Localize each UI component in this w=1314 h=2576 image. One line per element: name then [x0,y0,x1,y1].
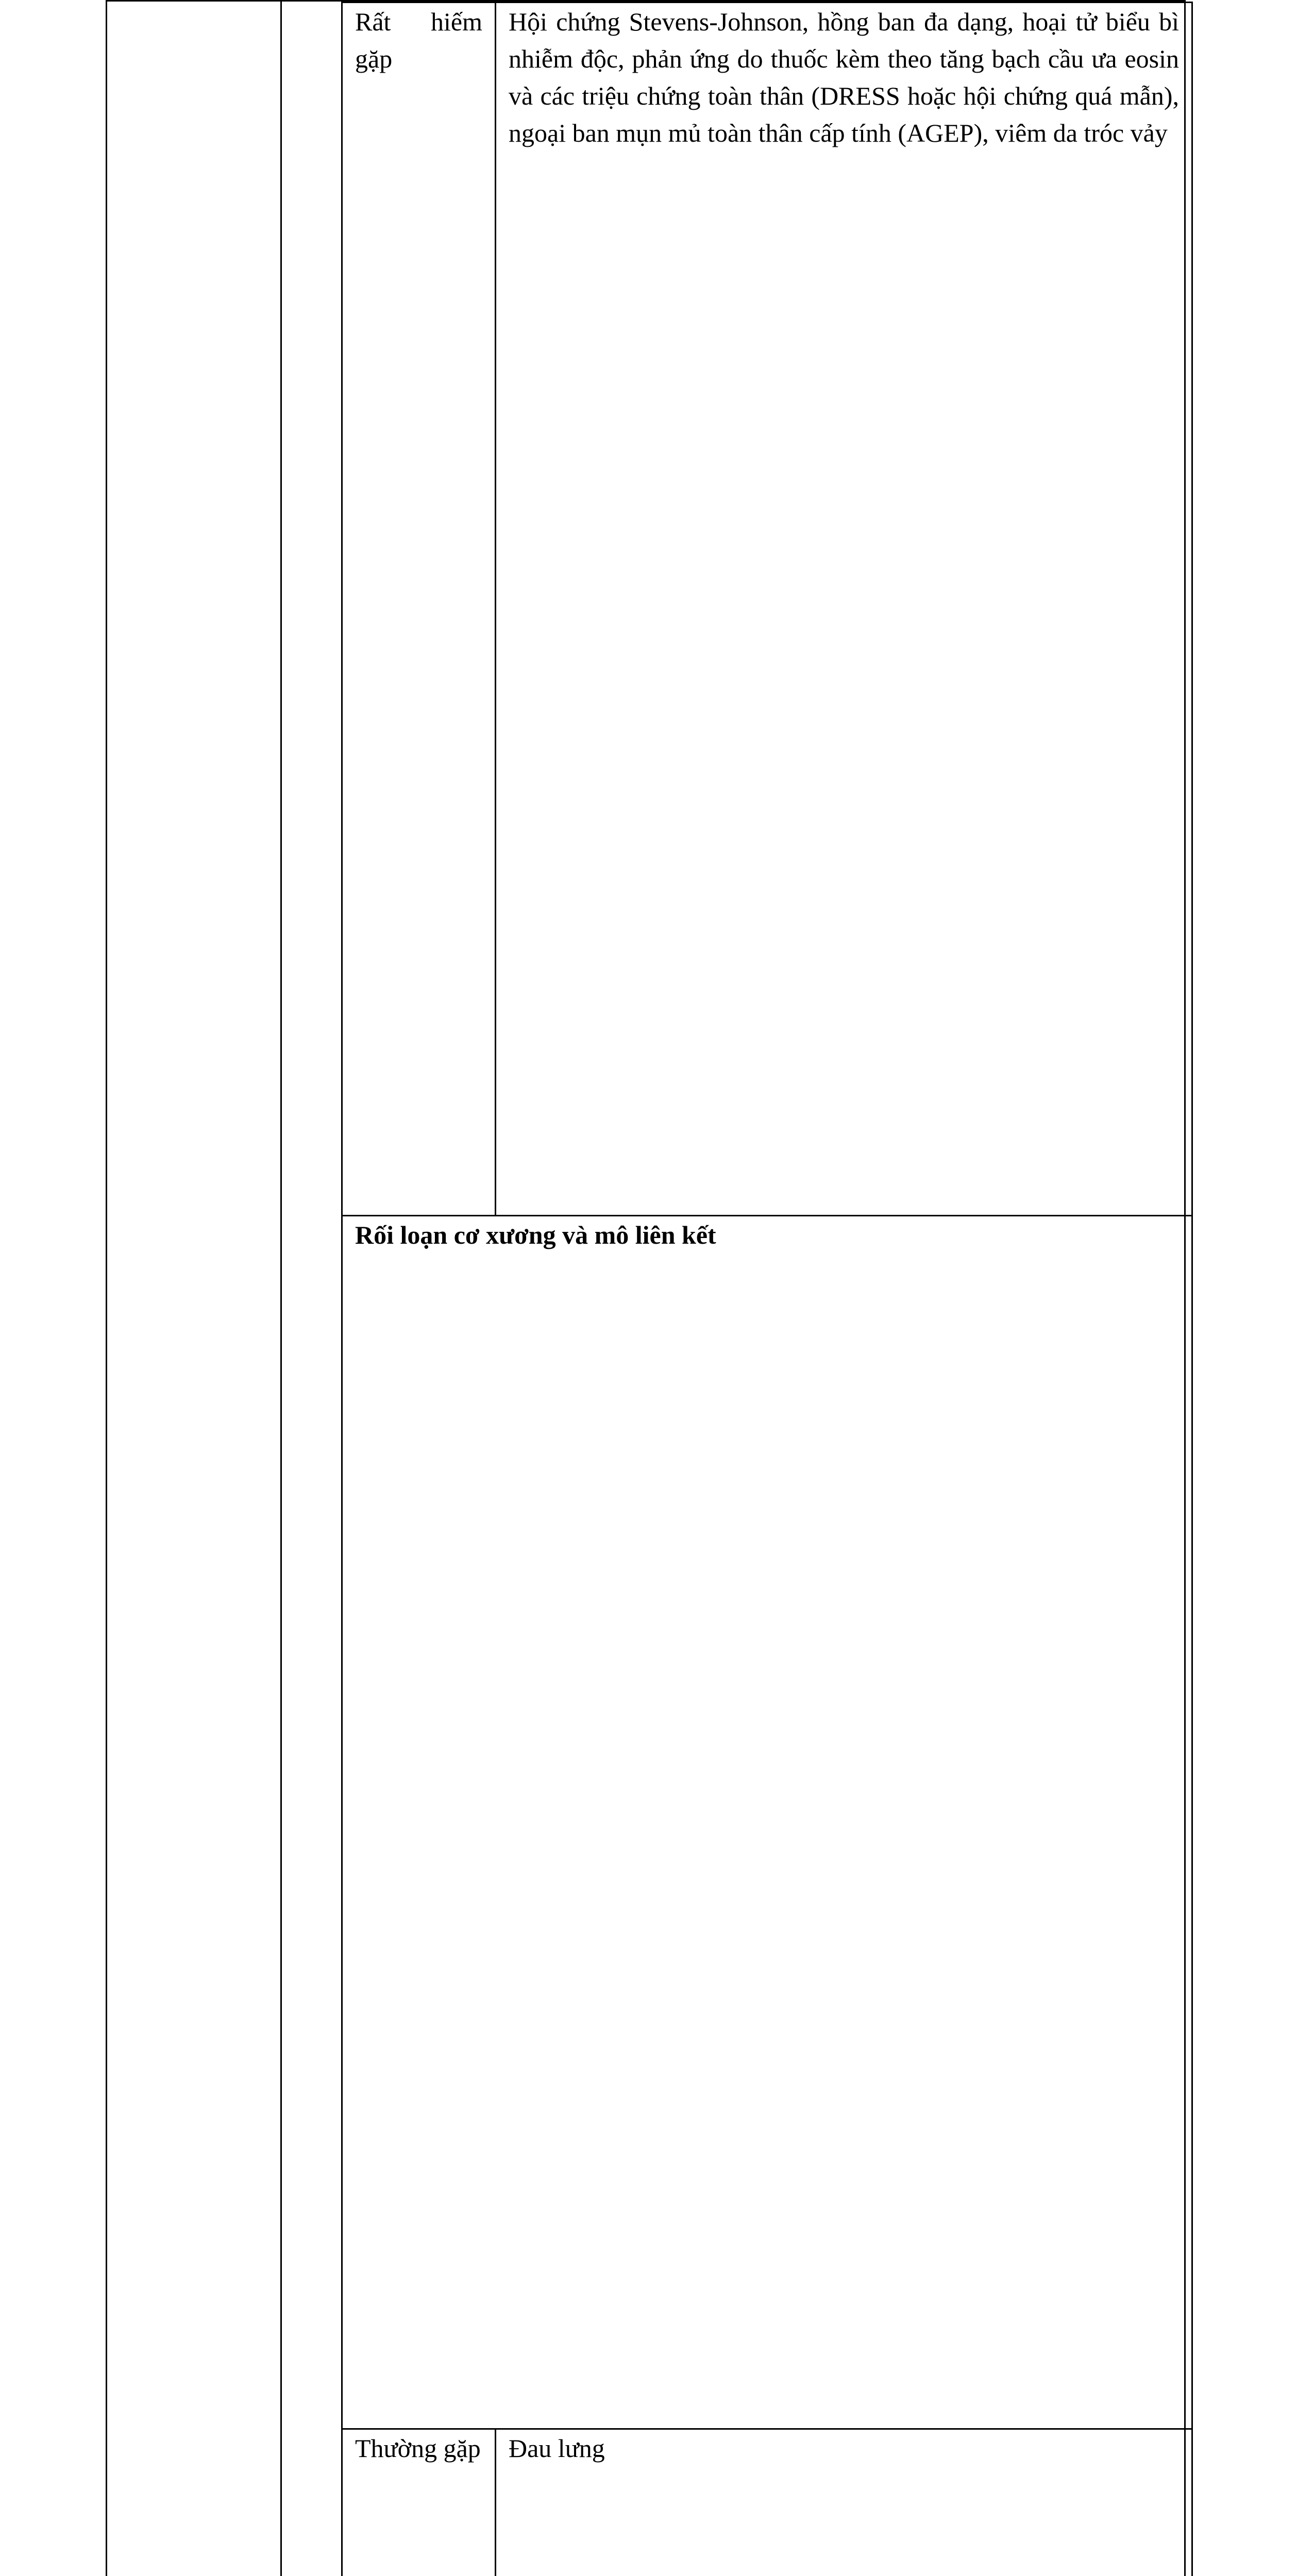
adr-row [342,2429,1192,2576]
adr-frequency-table [341,2,1193,2576]
adr-frequency-cell [342,2429,496,2576]
adr-description: Hội chứng Stevens-Johnson, hồng ban đa dạng, hoại tử biểu bì nhiễm độc, phản ứng do thuốc kèm theo tăng bạch cầu ưa eosin và các triệu chứng toàn thân (DRESS hoặc hội chứng quá mẫn), ngoại ban mụn mủ toàn thân cấp tính (AGEP), viêm da tróc vảy [496,3,1192,1216]
adr-frequency-cell [342,3,496,1216]
row-label-cell-empty [107,1,281,2576]
adverse-effects-row [107,1,1185,2576]
adr-frequency: Rất hiếm gặp [355,3,482,77]
adr-row [342,3,1192,1216]
adverse-effects-content [281,1,1185,2576]
adr-section-row [342,1216,1192,2429]
adr-section-title: Rối loạn cơ xương và mô liên kết [342,1216,1192,2429]
monograph-table [106,0,1186,2576]
adr-description: Đau lưng [496,2429,1192,2576]
adr-frequency: Thường gặp [355,2434,481,2463]
